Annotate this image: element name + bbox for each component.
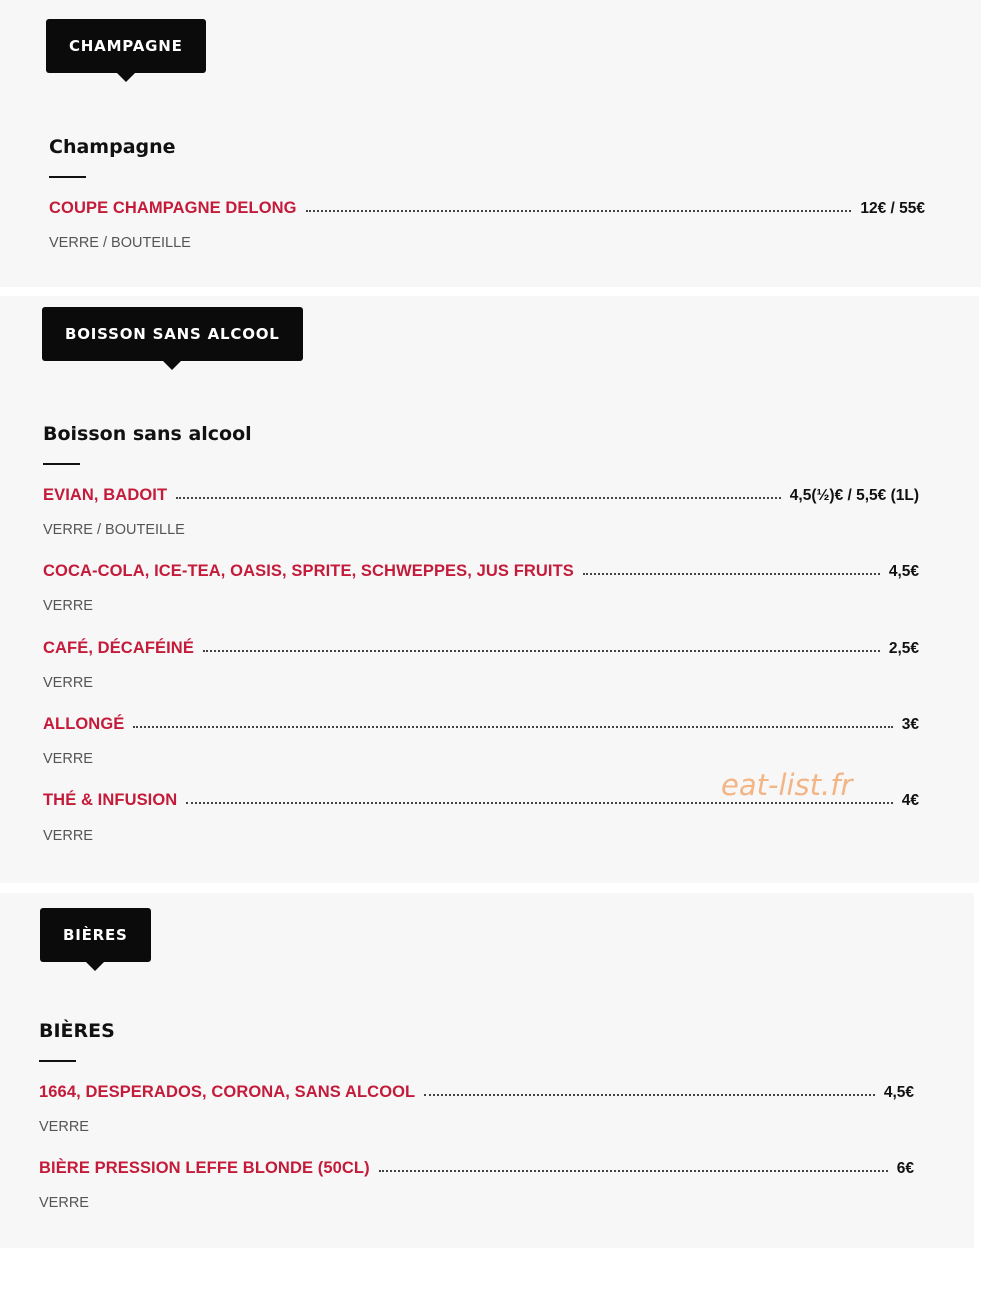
item-price: 4,5€ <box>883 1083 914 1101</box>
category-title-champagne: Champagne <box>49 136 176 158</box>
menu-item-sodas <box>43 562 919 581</box>
item-description: VERRE / BOUTEILLE <box>49 235 191 251</box>
dotted-leader <box>379 1170 888 1172</box>
item-name: COUPE CHAMPAGNE DELONG <box>49 199 297 217</box>
dotted-leader <box>203 650 880 652</box>
item-name: ALLONGÉ <box>43 715 125 733</box>
item-description: VERRE <box>43 598 93 614</box>
menu-item-allonge <box>43 715 919 734</box>
menu-item-evian-badoit <box>43 486 919 505</box>
item-price: 12€ / 55€ <box>860 199 925 217</box>
category-tag-boisson-sans-alcool: BOISSON SANS ALCOOL <box>42 307 303 361</box>
dotted-leader <box>424 1094 875 1096</box>
title-divider <box>49 176 86 178</box>
dotted-leader <box>583 573 880 575</box>
item-price: 4€ <box>901 791 919 809</box>
item-description: VERRE / BOUTEILLE <box>43 522 185 538</box>
item-description: VERRE <box>39 1195 89 1211</box>
item-description: VERRE <box>39 1119 89 1135</box>
dotted-leader <box>133 726 892 728</box>
item-description: VERRE <box>43 751 93 767</box>
item-name: COCA-COLA, ICE-TEA, OASIS, SPRITE, SCHWEPPES, JUS FRUITS <box>43 562 574 580</box>
item-name: 1664, DESPERADOS, CORONA, SANS ALCOOL <box>39 1083 416 1101</box>
title-divider <box>43 463 80 465</box>
item-name: EVIAN, BADOIT <box>43 486 168 504</box>
category-title-boisson-sans-alcool: Boisson sans alcool <box>43 423 252 445</box>
title-divider <box>39 1060 76 1062</box>
item-price: 3€ <box>901 715 919 733</box>
item-description: VERRE <box>43 675 93 691</box>
item-price: 4,5€ <box>888 562 919 580</box>
menu-item-cafe <box>43 639 919 658</box>
category-tag-champagne: CHAMPAGNE <box>46 19 206 73</box>
item-price: 2,5€ <box>888 639 919 657</box>
item-price: 6€ <box>896 1159 914 1177</box>
item-name: BIÈRE PRESSION LEFFE BLONDE (50CL) <box>39 1159 370 1177</box>
category-title-bieres: BIÈRES <box>39 1020 115 1042</box>
item-name: CAFÉ, DÉCAFÉINÉ <box>43 639 194 657</box>
menu-item-leffe-pression <box>39 1159 914 1178</box>
category-tag-bieres: BIÈRES <box>40 908 151 962</box>
menu-item-coupe-champagne <box>49 199 925 218</box>
item-price: 4,5(½)€ / 5,5€ (1L) <box>789 486 919 504</box>
dotted-leader <box>176 497 781 499</box>
item-description: VERRE <box>43 828 93 844</box>
watermark: eat-list.fr <box>721 768 853 802</box>
item-name: THÉ & INFUSION <box>43 791 178 809</box>
menu-item-bieres-bouteille <box>39 1083 914 1102</box>
dotted-leader <box>306 210 852 212</box>
